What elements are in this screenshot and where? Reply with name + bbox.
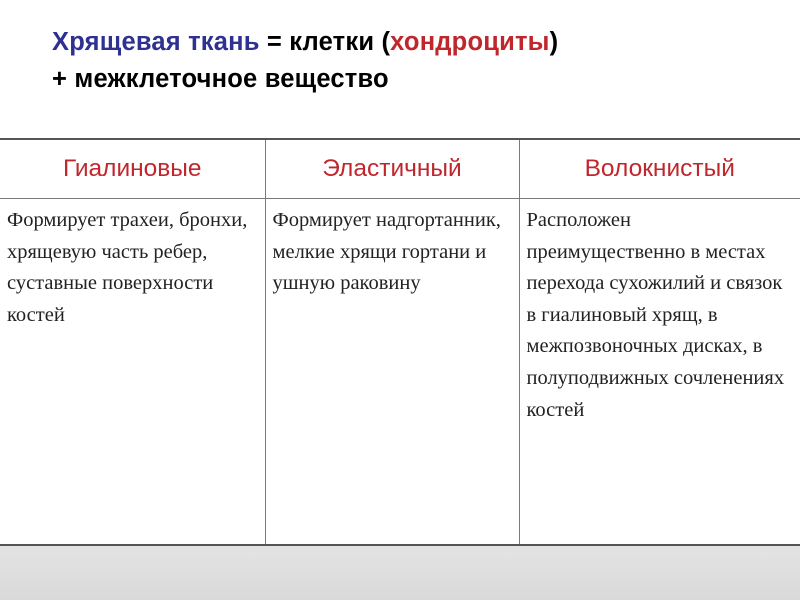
- cell-hyaline-description: Формирует трахеи, бронхи, хрящевую часть ребер, суставные поверхности костей: [0, 199, 265, 546]
- cartilage-types-table: [0, 138, 800, 546]
- cell-elastic-description: Формирует надгортанник, мелкие хрящи гортани и ушную раковину: [265, 199, 519, 546]
- header-hyaline: Гиалиновые: [0, 139, 265, 199]
- title-chondrocytes: хондроциты: [390, 28, 550, 56]
- title-equals: = клетки (: [259, 28, 391, 56]
- header-fibrous: Волокнистый: [519, 139, 800, 199]
- title-close-paren: ): [549, 28, 559, 56]
- cell-fibrous-description: Расположен преимущественно в местах перехода сухожилий и связок в гиалиновый хрящ, в межпозвоночных дисках, в полуподвижных сочленениях костей: [519, 199, 800, 546]
- table-header-row: [0, 139, 800, 199]
- title-line-2: + межклеточное вещество: [52, 65, 389, 93]
- header-elastic: Эластичный: [265, 139, 519, 199]
- slide-title: [52, 24, 558, 98]
- title-subject: Хрящевая ткань: [52, 28, 260, 56]
- table-row: [0, 199, 800, 546]
